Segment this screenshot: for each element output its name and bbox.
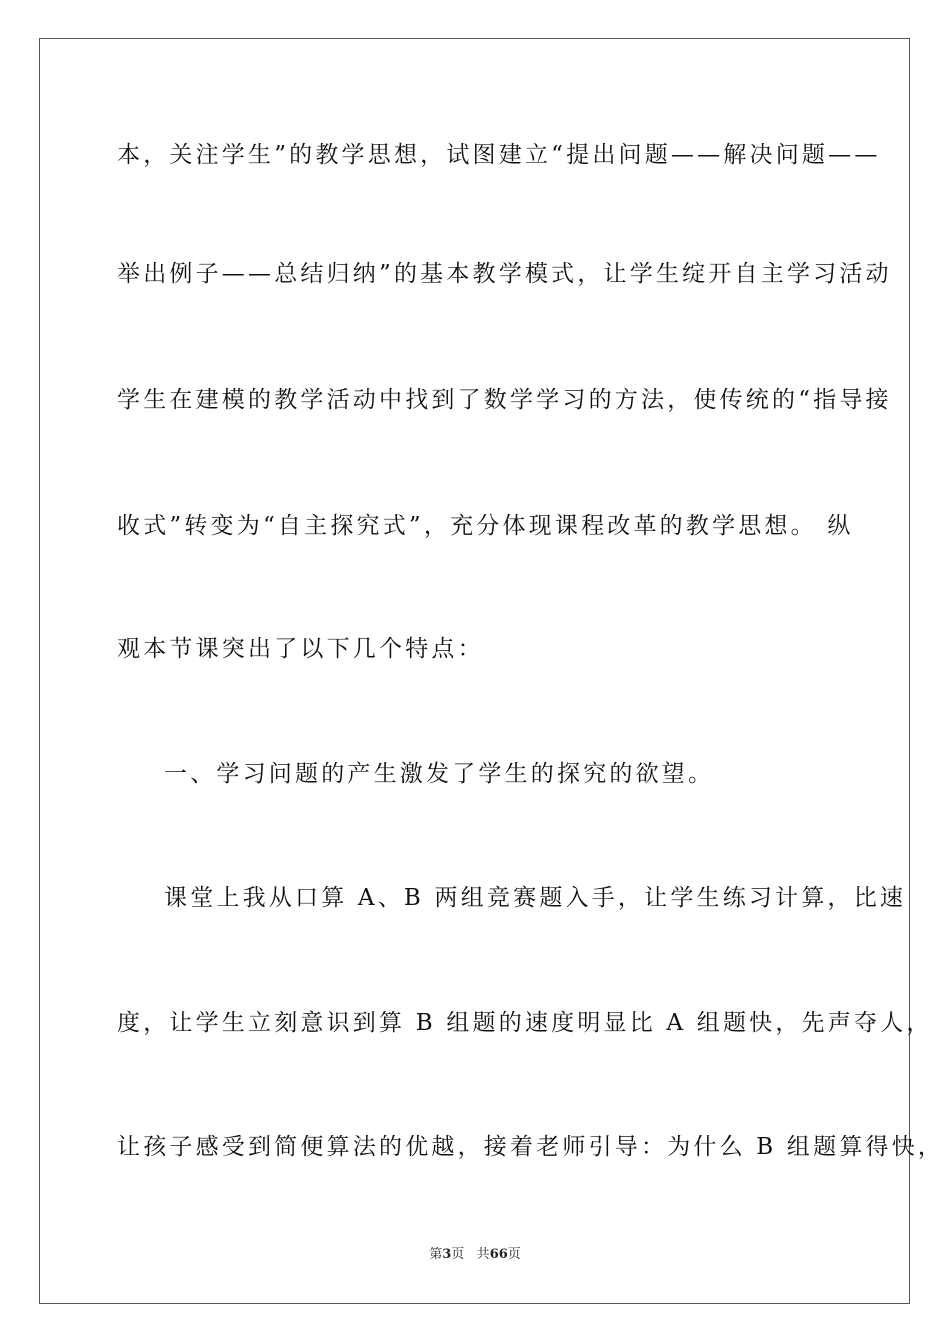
- page-footer: [0, 1246, 950, 1264]
- body-line-4: 收式”转变为“自主探究式”，充分体现课程改革的教学思想。 纵: [117, 513, 854, 539]
- body-line-1: 本，关注学生”的教学思想，试图建立“提出问题——解决问题——: [117, 142, 881, 168]
- page-suffix: 页: [451, 1247, 465, 1262]
- section-heading: 一、学习问题的产生激发了学生的探究的欲望。: [164, 761, 715, 787]
- body-line-9: 让孩子感受到简便算法的优越，接着老师引导：为什么 B 组题算得快，: [117, 1134, 945, 1160]
- body-line-3: 学生在建模的教学活动中找到了数学学习的方法，使传统的“指导接: [117, 387, 892, 413]
- page-number: 3: [442, 1247, 452, 1262]
- total-suffix: 页: [507, 1247, 521, 1262]
- body-line-5: 观本节课突出了以下几个特点：: [117, 636, 484, 662]
- page-border: [39, 38, 945, 1304]
- total-pages: 66: [489, 1247, 508, 1262]
- page-prefix: 第: [429, 1247, 443, 1262]
- body-line-8: 度，让学生立刻意识到算 B 组题的速度明显比 A 组题快，先声夺人，: [117, 1010, 933, 1036]
- total-prefix: 共: [476, 1247, 490, 1262]
- body-line-7: 课堂上我从口算 A、B 两组竞赛题入手，让学生练习计算，比速: [164, 885, 907, 911]
- body-line-2: 举出例子——总结归纳”的基本教学模式，让学生绽开自主学习活动: [117, 261, 892, 287]
